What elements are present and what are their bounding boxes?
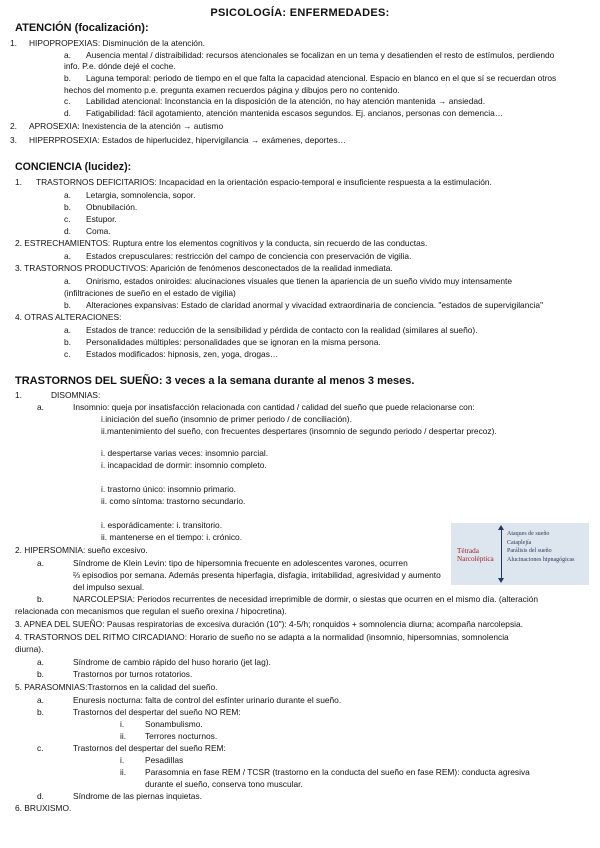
- atencion-item-1c: c. Labilidad atencional: Inconstancia en la disposición de la atención, no hay atención mantenida → ansiedad.: [64, 96, 486, 106]
- heading-conciencia: CONCIENCIA (lucidez):: [15, 161, 132, 173]
- conciencia-item-3a: a. Onirismo, estados oniroides: alucinaciones visuales que tienen la apariencia de un sueño vivido muy intensamente: [64, 276, 512, 286]
- conciencia-item-4b: b. Personalidades múltiples: personalidades que se ignoran en la misma persona.: [64, 337, 381, 347]
- tetrada-item: Alucinaciones hipnagógicas: [507, 557, 575, 564]
- conciencia-item-1a: a. Letargia, somnolencia, sopor.: [64, 190, 196, 200]
- sueno-item-5: 5. PARASOMNIAS:Trastornos en la calidad del sueño.: [15, 682, 218, 692]
- atencion-item-3: 3. HIPERPROSEXIA: Estados de hiperlucidez, hipervigilancia → exámenes, deportes…: [10, 135, 347, 145]
- sueno-item-5c-ii: ii. Parasomnia en fase REM / TCSR (trastorno en la conducta del sueño en fase REM): conducta agresiva: [120, 767, 530, 777]
- sueno-item-2b: b. NARCOLEPSIA: Periodos recurrentes de necesidad irreprimible de dormir, o siestas que ocurren en el mismo día. (alteración: [37, 594, 539, 604]
- arrow-shaft: [501, 528, 502, 580]
- atencion-item-1: 1. HIPOPROPEXIAS: Disminución de la atención.: [10, 38, 205, 48]
- atencion-item-1b: b. Laguna temporal: periodo de tiempo en el que falta la capacidad atencional. Espacio en blanco en el que sí se recuerdan otros: [64, 73, 557, 83]
- insomnio-parcial: i. despertarse varias veces: insomnio parcial.: [101, 448, 269, 458]
- conciencia-item-2a: a. Estados crepusculares: restricción del campo de conciencia con preservación de vigilia.: [64, 251, 412, 261]
- sueno-item-4-cont: diurna).: [15, 644, 44, 654]
- sueno-item-1a: a. Insomnio: queja por insatisfacción relacionada con cantidad / calidad del sueño que puede relacionarse con:: [37, 402, 475, 412]
- conciencia-item-3a-cont: (infiltraciones de sueño en el estado de vigilia): [64, 288, 236, 298]
- sueno-item-4a: a. Síndrome de cambio rápido del huso horario (jet lag).: [37, 657, 271, 667]
- sueno-item-4: 4. TRASTORNOS DEL RITMO CIRCADIANO: Horario de sueño no se adapta a la normalidad (insomnio, hipersomnias, somnolencia: [15, 632, 509, 642]
- tetrada-label-line-1: Tétrada: [457, 547, 479, 555]
- insomnio-completo: i. incapacidad de dormir: insomnio completo.: [101, 460, 267, 470]
- insomnio-mantenimiento: ii.mantenimiento del sueño, con frecuentes despertares (insomnio de segundo periodo / despertar precoz).: [101, 426, 497, 436]
- heading-atencion: ATENCIÓN (focalización):: [15, 22, 149, 34]
- sueno-item-4b: b. Trastornos por turnos rotatorios.: [37, 669, 193, 679]
- insomnio-primario: i. trastorno único: insomnio primario.: [101, 484, 236, 494]
- atencion-item-1b-cont: hechos del momento p.e. pregunta examen recuerdos página y dibujos pero no contenido.: [64, 85, 400, 95]
- tetrada-item: Parálisis del sueño: [507, 548, 552, 555]
- sueno-item-2a-cont-1: ⅔ episodios por semana. Además presenta hiperfagia, disfagia, irritabilidad, agresividad y aumento: [73, 570, 441, 580]
- sueno-item-3: 3. APNEA DEL SUEÑO: Pausas respiratorias de excesiva duración (10"): 4-5/h; ronquidos + somnolencia diurna; acompaña narcolepsia.: [15, 619, 523, 629]
- conciencia-item-1c: c. Estupor.: [64, 214, 117, 224]
- atencion-item-2: 2. APROSEXIA: Inexistencia de la atención → autismo: [10, 121, 224, 131]
- atencion-item-1a: a. Ausencia mental / distraibilidad: recursos atencionales se focalizan en un tema y desatienden el resto de estímulos, perdiendo: [64, 50, 555, 60]
- sueno-item-5b: b. Trastornos del despertar del sueño NO REM:: [37, 707, 241, 717]
- sueno-item-5c-i: i. Pesadillas: [120, 755, 184, 765]
- tetrada-items: [507, 530, 574, 565]
- sueno-item-5b-i: i. Sonambulismo.: [120, 719, 203, 729]
- sueno-item-5a: a. Enuresis nocturna: falta de control del esfínter urinario durante el sueño.: [37, 695, 342, 705]
- conciencia-item-3: 3. TRASTORNOS PRODUCTIVOS: Aparición de fenómenos desconectados de la realidad inmediata.: [15, 263, 393, 273]
- insomnio-cronico: ii. mantenerse en el tiempo: i. crónico.: [101, 532, 243, 542]
- atencion-item-1a-cont: info. P.e. dónde dejé el coche.: [64, 61, 176, 71]
- page-title: PSICOLOGÍA: ENFERMEDADES:: [210, 7, 390, 19]
- conciencia-item-4c: c. Estados modificados: hipnosis, zen, yoga, drogas…: [64, 349, 279, 359]
- tetrada-item: Ataques de sueño: [507, 531, 550, 537]
- sueno-item-2b-cont: relacionada con mecanismos que regulan el sueño orexina / hipocretina).: [15, 606, 287, 616]
- conciencia-item-4a: a. Estados de trance: reducción de la sensibilidad y pérdida de contacto con la realidad (similares al sueño).: [64, 325, 478, 335]
- arrow-down-icon: [498, 578, 504, 583]
- sueno-item-2a: a. Síndrome de Klein Levin: tipo de hipersomnia frecuente en adolescentes varones, ocurren: [37, 558, 408, 568]
- sueno-item-2: 2. HIPERSOMNIA: sueño excesivo.: [15, 545, 148, 555]
- atencion-item-1d: d. Fatigabilidad: fácil agotamiento, atención mantenida escasos segundos. Ej. ancianos, personas con demencia…: [64, 108, 504, 118]
- insomnio-iniciacion: i.iniciación del sueño (insomnio de primer periodo / de conciliación).: [101, 414, 352, 424]
- sueno-item-5c: c. Trastornos del despertar del sueño REM:: [37, 743, 226, 753]
- sueno-item-1: 1. DISOMNIAS:: [15, 390, 101, 400]
- conciencia-item-3b: b. Alteraciones expansivas: Estado de claridad anormal y vivacidad extraordinaria de conciencia. "estados de supervigilancia": [64, 300, 544, 310]
- tetrada-label: [457, 547, 494, 564]
- conciencia-item-1d: d. Coma.: [64, 226, 111, 236]
- conciencia-item-4: 4. OTRAS ALTERACIONES:: [15, 312, 122, 322]
- sueno-item-5b-ii: ii. Terrores nocturnos.: [120, 731, 218, 741]
- tetrada-label-line-2: Narcoléptica: [457, 555, 494, 564]
- conciencia-item-1: 1. TRASTORNOS DEFICITARIOS: Incapacidad en la orientación espacio-temporal e insuficiente respuesta a la estimulación.: [15, 177, 492, 187]
- heading-trastornos-sueno: TRASTORNOS DEL SUEÑO: 3 veces a la semana durante al menos 3 meses.: [15, 375, 415, 387]
- conciencia-item-2: 2. ESTRECHAMIENTOS: Ruptura entre los elementos cognitivos y la conducta, sin recuerdo de las conductas.: [15, 238, 428, 248]
- tetrada-narcoleptica-figure: [451, 523, 589, 585]
- sueno-item-6: 6. BRUXISMO.: [15, 803, 72, 813]
- conciencia-item-1b: b. Obnubilación.: [64, 202, 138, 212]
- sueno-item-5c-ii-cont: durante el sueño, conserva tono muscular.: [145, 779, 303, 789]
- tetrada-item: Cataplejía: [507, 539, 532, 546]
- sueno-item-5d: d. Síndrome de las piernas inquietas.: [37, 791, 202, 801]
- insomnio-transitorio: i. esporádicamente: i. transitorio.: [101, 520, 223, 530]
- insomnio-secundario: ii. como síntoma: trastorno secundario.: [101, 496, 246, 506]
- sueno-item-2a-cont-2: del impulso sexual.: [73, 582, 145, 592]
